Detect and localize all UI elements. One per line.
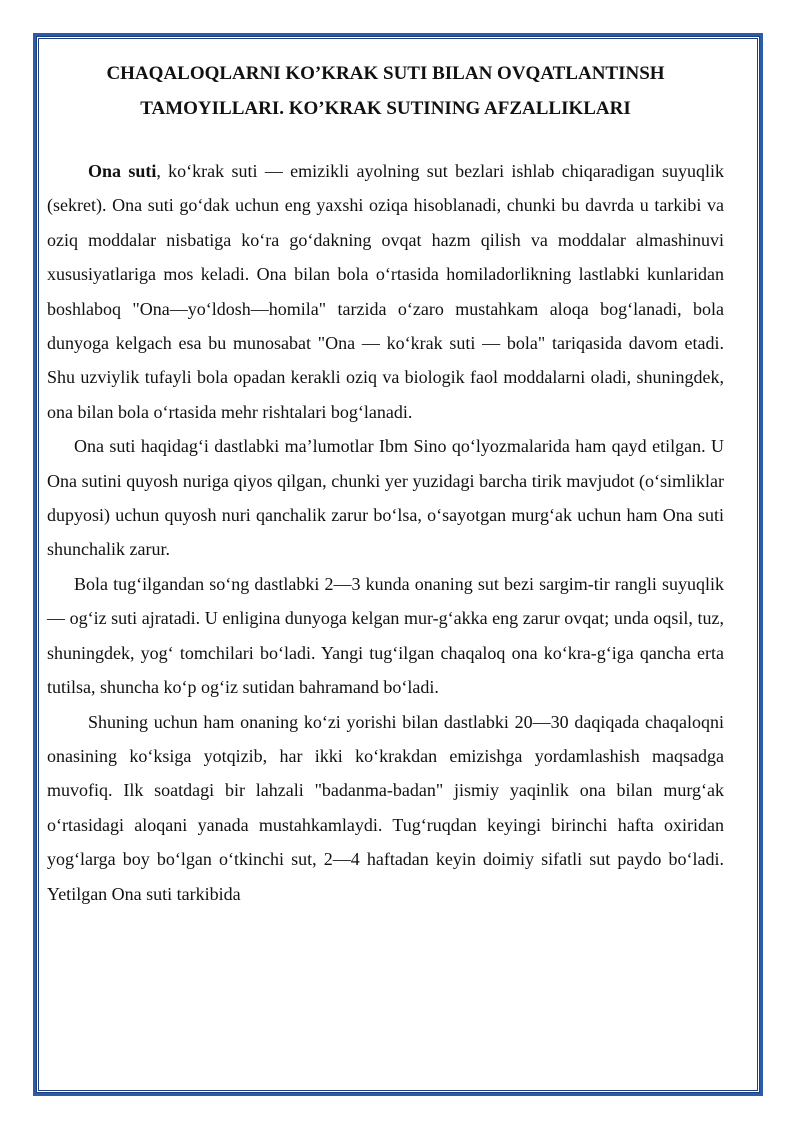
title-line-1: CHAQALOQLARNI KO’KRAK SUTI BILAN OVQATLANTINSH [106,63,665,84]
paragraph-4-text: Shuning uchun ham onaning koʻzi yorishi bilan dastlabki 20—30 daqiqada chaqaloqni onasining koʻksiga yotqizib, har ikki koʻkrakdan emizishga yordamlashish maqsadga muvofiq. Ilk soatdagi bir lahzali "badanma-badan" jismiy yaqinlik ona bilan murgʻak oʻrtasidagi aloqani yanada mustahkamlaydi. Tugʻruqdan keyingi birinchi hafta oxiridan yogʻlarga boy boʻlgan oʻtkinchi sut, 2—4 haftadan keyin doimiy sifatli sut paydo boʻladi. Yetilgan Ona suti tarkibida [47,711,724,904]
paragraph-1 [47,154,724,429]
paragraph-2-text: Ona suti haqidagʻi dastlabki maʼlumotlar Ibm Sino qoʻlyozmalarida ham qayd etilgan. U Ona sutini quyosh nuriga qiyos qilgan, chunki yer yuzidagi barcha tirik mavjudot (oʻsimliklar dupyosi) uchun quyosh nuri qanchalik zarur boʻlsa, oʻsayotgan murgʻak uchun ham Ona suti shunchalik zarur. [47,436,724,560]
paragraph-4 [47,705,724,911]
paragraph-1-text: , koʻkrak suti — emizikli ayolning sut bezlari ishlab chiqaradigan suyuqlik (sekret). Ona suti goʻdak uchun eng yaxshi oziqa hisoblanadi, chunki bu davrda u tarkibi va oziq moddalar nisbatiga koʻra goʻdakning ovqat hazm qilish va moddalar almashinuvi xususiyatlariga mos keladi. Ona bilan bola oʻrtasida homiladorlikning lastlabki kunlaridan boshlaboq "Ona—yoʻldosh—homila" tarzida oʻzaro mustahkam aloqa bogʻlanadi, bola dunyoga kelgach esa bu munosabat "Ona — koʻkrak suti — bola" tariqasida davom etadi. Shu uzviylik tufayli bola opadan kerakli oziq va biologik faol moddalarni oladi, shuningdek, ona bilan bola oʻrtasida mehr rishtalari bogʻlanadi. [47,161,724,422]
paragraph-2 [47,429,724,567]
document-title [47,56,724,126]
document-body [47,56,724,911]
title-line-2: TAMOYILLARI. KO’KRAK SUTINING AFZALLIKLARI [140,98,631,119]
paragraph-3 [47,567,724,705]
paragraph-1-lead: Ona suti [88,161,157,181]
paragraph-3-text: Bola tugʻilgandan soʻng dastlabki 2—3 kunda onaning sut bezi sargim-tir rangli suyuqlik — ogʻiz suti ajratadi. U enligina dunyoga kelgan mur-gʻakka eng zarur ovqat; unda oqsil, tuz, shuningdek, yogʻ tomchilari boʻladi. Yangi tugʻilgan chaqaloq ona koʻkra-gʻiga qancha erta tutilsa, shuncha koʻp ogʻiz sutidan bahramand boʻladi. [47,573,724,698]
